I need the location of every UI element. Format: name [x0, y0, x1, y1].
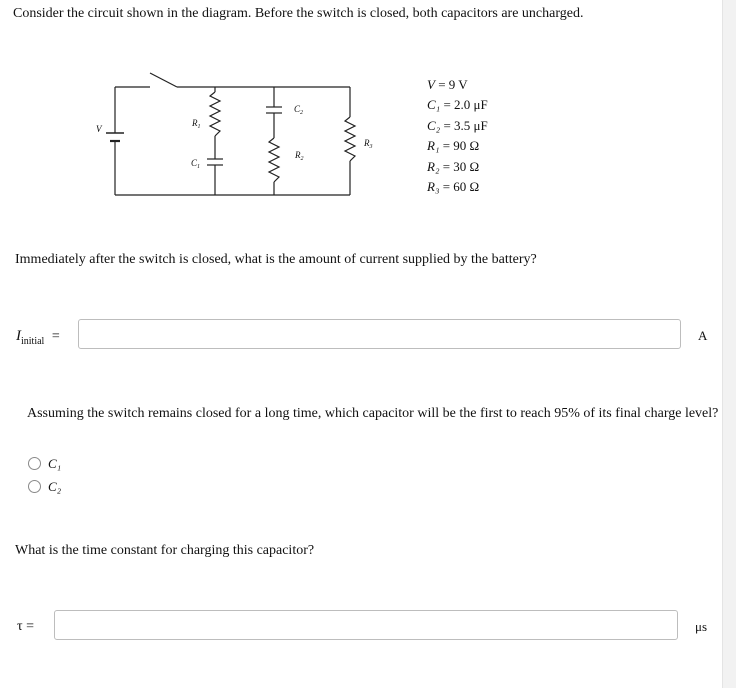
- radio-c2[interactable]: [28, 480, 41, 493]
- option-c1-label: C₁: [48, 455, 62, 471]
- question-3-text: What is the time constant for charging this capacitor?: [15, 543, 315, 558]
- intro-text: Consider the circuit shown in the diagram. Before the switch is closed, both capacitors are uncharged.: [13, 6, 584, 21]
- time-unit: μs: [695, 619, 708, 634]
- given-values: [427, 75, 488, 197]
- given-c1: C₁ = 2.0 μF: [427, 97, 488, 113]
- battery-label: V: [96, 124, 102, 134]
- given-v: V = 9 V: [427, 77, 468, 92]
- question-1-text: Immediately after the switch is closed, what is the amount of current supplied by the battery?: [15, 252, 537, 267]
- given-r1: R₁ = 90 Ω: [427, 138, 480, 154]
- option-c1[interactable]: [28, 452, 61, 475]
- answer-row-initial-current: [0, 319, 722, 353]
- time-constant-label: τ =: [17, 619, 35, 634]
- capacitor-options: [28, 452, 61, 498]
- option-c2-label: C₂: [48, 478, 62, 494]
- time-constant-input[interactable]: [54, 610, 678, 640]
- option-c2[interactable]: [28, 475, 61, 498]
- radio-c1[interactable]: [28, 457, 41, 470]
- c2-label: $C_2$: [294, 104, 304, 116]
- initial-current-label: $I_{initial}$ =: [16, 328, 60, 347]
- given-r2: R₂ = 30 Ω: [427, 158, 480, 174]
- question-2-text: Assuming the switch remains closed for a long time, which capacitor will be the first to reach 95% of its final charge level?: [27, 406, 719, 421]
- given-r3: R₃ = 60 Ω: [427, 179, 480, 195]
- r1-label: $R_1$: [192, 118, 201, 130]
- current-unit: A: [698, 328, 708, 343]
- answer-row-time-constant: [0, 610, 722, 644]
- r2-label: $R_2$: [295, 150, 304, 162]
- r3-label: $R_3$: [364, 138, 373, 150]
- circuit-diagram: [90, 70, 373, 200]
- given-c2: C₂ = 3.5 μF: [427, 117, 488, 133]
- c1-label: $C_1$: [191, 158, 201, 170]
- initial-current-input[interactable]: [78, 319, 681, 349]
